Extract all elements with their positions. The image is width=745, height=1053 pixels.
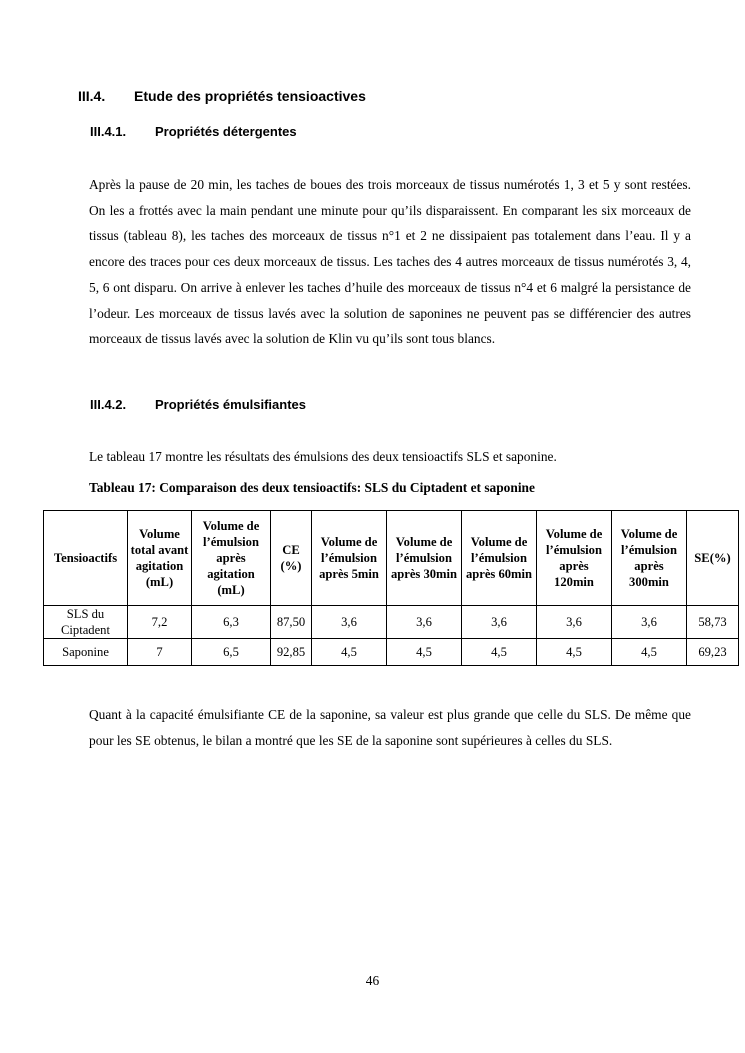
table-row-saponine	[44, 639, 739, 666]
header-se: SE(%)	[687, 511, 739, 606]
table-cell: 87,50	[271, 606, 312, 639]
subsection-number-2: III.4.2.	[90, 397, 127, 412]
subsection-number-1: III.4.1.	[90, 124, 127, 139]
header-volume-30min: Volume de l’émulsion après 30min	[387, 511, 462, 606]
table-cell: SLS du Ciptadent	[44, 606, 128, 639]
table-cell: 3,6	[612, 606, 687, 639]
header-volume-60min: Volume de l’émulsion après 60min	[462, 511, 537, 606]
header-volume-total: Volume total avant agitation (mL)	[128, 511, 192, 606]
table-cell: 4,5	[312, 639, 387, 666]
header-tensioactifs: Tensioactifs	[44, 511, 128, 606]
subsection-heading-1	[90, 124, 297, 139]
header-volume-5min: Volume de l’émulsion après 5min	[312, 511, 387, 606]
section-number: III.4.	[78, 88, 106, 104]
section-heading	[78, 88, 366, 104]
table-cell: 92,85	[271, 639, 312, 666]
header-volume-emulsion-agitation: Volume de l’émulsion après agitation (mL)	[192, 511, 271, 606]
emulsion-comparison-table	[43, 510, 739, 666]
table-cell: 3,6	[537, 606, 612, 639]
table-caption: Tableau 17: Comparaison des deux tensioactifs: SLS du Ciptadent et saponine	[89, 480, 535, 495]
table-cell: 4,5	[387, 639, 462, 666]
header-ce: CE (%)	[271, 511, 312, 606]
page-number: 46	[365, 973, 380, 988]
table-cell: 69,23	[687, 639, 739, 666]
table-cell: Saponine	[44, 639, 128, 666]
paragraph-detergent-properties: Après la pause de 20 min, les taches de boues des trois morceaux de tissus numérotés 1, 3 et 5 y sont restées. On les a frottés avec la main pendant une minute pour qu’ils disparaissent. En comparant les six morceaux de tissus (tableau 8), les taches des morceaux de tissus n°1 et 2 ne dissipaient pas totalement dans l’eau. Il y a encore des traces pour ces deux morceaux de tissus. Les taches des 4 autres morceaux de tissus numérotés 3, 4, 5, 6 ont disparu. On arrive à enlever les taches d’huile des morceaux de tissus n°4 et 6 malgré la persistance de l’odeur. Les morceaux de tissus lavés avec la solution de saponines ne peuvent pas se différencier des autres morceaux de tissus lavés avec la solution de Klin vu qu’ils sont tous blancs.	[89, 177, 691, 347]
table-cell: 3,6	[387, 606, 462, 639]
subsection-title-2: Propriétés émulsifiantes	[155, 397, 306, 412]
subsection-title-1: Propriétés détergentes	[155, 124, 297, 139]
header-volume-300min: Volume de l’émulsion après 300min	[612, 511, 687, 606]
table-cell: 7	[128, 639, 192, 666]
section-title: Etude des propriétés tensioactives	[134, 88, 366, 104]
paragraph-conclusion: Quant à la capacité émulsifiante CE de la saponine, sa valeur est plus grande que celle du SLS. De même que pour les SE obtenus, le bilan a montré que les SE de la saponine sont supérieures à celles du SLS.	[89, 707, 691, 748]
header-volume-120min: Volume de l’émulsion après 120min	[537, 511, 612, 606]
table-cell: 7,2	[128, 606, 192, 639]
table-cell: 58,73	[687, 606, 739, 639]
table-cell: 4,5	[537, 639, 612, 666]
table-cell: 3,6	[312, 606, 387, 639]
table-header-row	[44, 511, 739, 606]
subsection-heading-2	[90, 397, 306, 412]
table-cell: 3,6	[462, 606, 537, 639]
table-cell: 4,5	[462, 639, 537, 666]
paragraph-table-intro: Le tableau 17 montre les résultats des émulsions des deux tensioactifs SLS et saponine.	[89, 449, 557, 464]
table-cell: 4,5	[612, 639, 687, 666]
table-row-sls	[44, 606, 739, 639]
table-cell: 6,5	[192, 639, 271, 666]
table-cell: 6,3	[192, 606, 271, 639]
